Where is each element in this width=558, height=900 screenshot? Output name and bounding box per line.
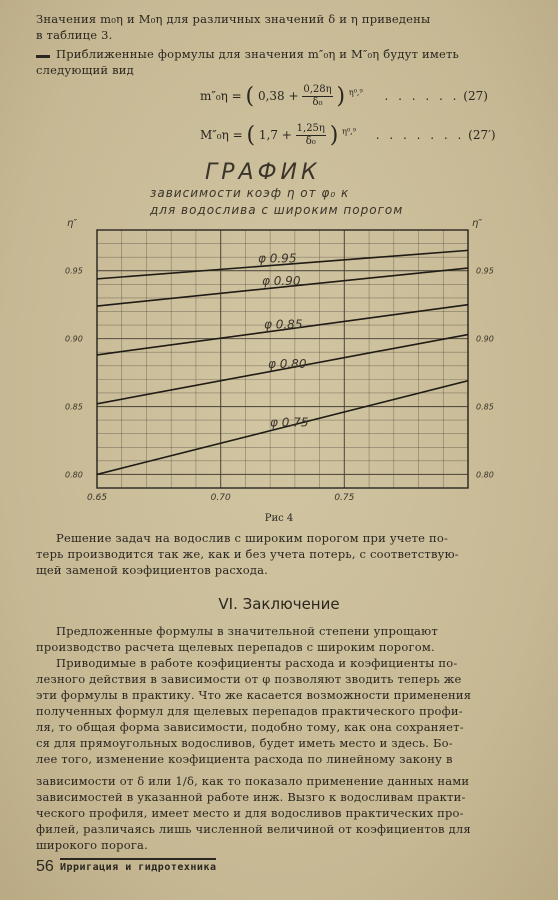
formula-exponent: η⁰,⁹ — [342, 127, 356, 136]
paragraph-line: производство расчета щелевых перепадов с широким порогом. — [36, 640, 435, 654]
paragraph-line: филей, различаясь лишь численной величиной от коэфициентов для — [36, 822, 471, 836]
formula-dots: . . . . . . — [384, 89, 460, 103]
paragraph-line: лее того, изменение коэфициента расхода по линейному закону в — [36, 752, 453, 766]
journal-title: Ирригация и гидротехника — [60, 862, 217, 873]
y-tick-label-right: 0.95 — [476, 266, 494, 276]
y-axis-label-left: η″ — [67, 218, 78, 229]
formula-ref: (27′) — [468, 128, 496, 142]
graph-title: ГРАФИК — [205, 160, 321, 185]
paragraph-line: широкого порога. — [36, 838, 148, 852]
fraction-denominator: δ₀ — [312, 97, 323, 108]
formula-const: 1,7 + — [258, 128, 292, 142]
y-tick-label-right: 0.80 — [476, 470, 494, 480]
fraction-denominator: δ₀ — [305, 136, 316, 147]
formula-paren: ) — [336, 84, 346, 109]
paragraph-line: Значения m₀η и M₀η для различных значений δ и η приведены — [36, 12, 431, 26]
y-tick-label-right: 0.90 — [476, 334, 494, 344]
paragraph-line: Приводимые в работе коэфициенты расхода и коэфициенты по- — [56, 656, 458, 670]
series-label: φ 0.75 — [270, 415, 309, 430]
paragraph-line: ческого профиля, имеет место и для водосливов практических про- — [36, 806, 464, 820]
series-label: φ 0.85 — [264, 317, 303, 332]
footer-rule — [60, 858, 216, 860]
paragraph-line: в таблице 3. — [36, 28, 113, 42]
y-axis-label-right: η″ — [472, 218, 483, 229]
paragraph-line: ся для прямоугольных водосливов, будет иметь место и здесь. Бо- — [36, 736, 453, 750]
y-tick-label-right: 0.85 — [476, 402, 494, 412]
figure-caption: Рис 4 — [264, 513, 294, 524]
fraction-numerator: 0,28η — [303, 84, 332, 95]
paragraph-line: зависимостей в указанной работе инж. Вызго к водосливам практи- — [36, 790, 466, 804]
paragraph-line: Предложенные формулы в значительной степени упрощают — [56, 624, 438, 638]
formula-paren: ( — [245, 84, 255, 109]
formula-const: 0,38 + — [257, 89, 299, 103]
series-label: φ 0.90 — [262, 274, 301, 289]
y-tick-label-left: 0.95 — [65, 266, 83, 276]
formula-exponent: η⁰,⁹ — [348, 88, 363, 97]
paragraph-line: зависимости от δ или 1/δ, как то показало применение данных нами — [36, 774, 470, 788]
paragraph-line: Решение задач на водослив с широким порогом при учете по- — [56, 531, 449, 545]
paragraph-line: ля, то общая форма зависимости, подобно тому, как она сохраняет- — [36, 720, 464, 734]
fraction-numerator: 1,25η — [296, 123, 325, 134]
paragraph-line: следующий вид — [36, 63, 134, 77]
y-tick-label-left: 0.90 — [65, 334, 83, 344]
paragraph-line: Приближенные формулы для значения m″₀η и M″₀η будут иметь — [56, 47, 460, 61]
formula-paren: ( — [246, 123, 256, 148]
x-tick-label: 0.75 — [334, 493, 355, 503]
series-label: φ 0.80 — [268, 356, 307, 371]
paragraph-line: полученных формул для щелевых перепадов практического профи- — [36, 704, 463, 718]
graph-subtitle: для водослива с широким порогом — [150, 203, 404, 217]
formula-lhs: M″₀η = — [200, 128, 247, 142]
formula-ref: (27) — [463, 89, 488, 103]
page-number: 56 — [36, 858, 54, 875]
paragraph-line: терь производится так же, как и без учета потерь, с соответствую- — [36, 547, 459, 561]
section-heading: VI. Заключение — [218, 595, 340, 613]
formula-lhs: m″₀η = — [200, 89, 246, 103]
formula-dots: . . . . . . . — [375, 128, 465, 142]
y-tick-label-left: 0.85 — [65, 402, 83, 412]
x-tick-label: 0.70 — [210, 493, 231, 503]
paragraph-line: лезного действия в зависимости от φ позволяют зводить теперь же — [36, 672, 462, 686]
y-tick-label-left: 0.80 — [65, 470, 83, 480]
graph-subtitle: зависимости коэф η от φ₀ к — [150, 186, 350, 200]
series-label: φ 0.95 — [258, 251, 297, 266]
chart-labels — [65, 218, 494, 503]
paragraph-line: эти формулы в практику. Что же касается возможности применения — [36, 688, 472, 702]
x-tick-label: 0.65 — [87, 493, 108, 503]
formula-paren: ) — [329, 123, 339, 148]
paragraph-line: щей заменой коэфициентов расхода. — [36, 563, 269, 577]
